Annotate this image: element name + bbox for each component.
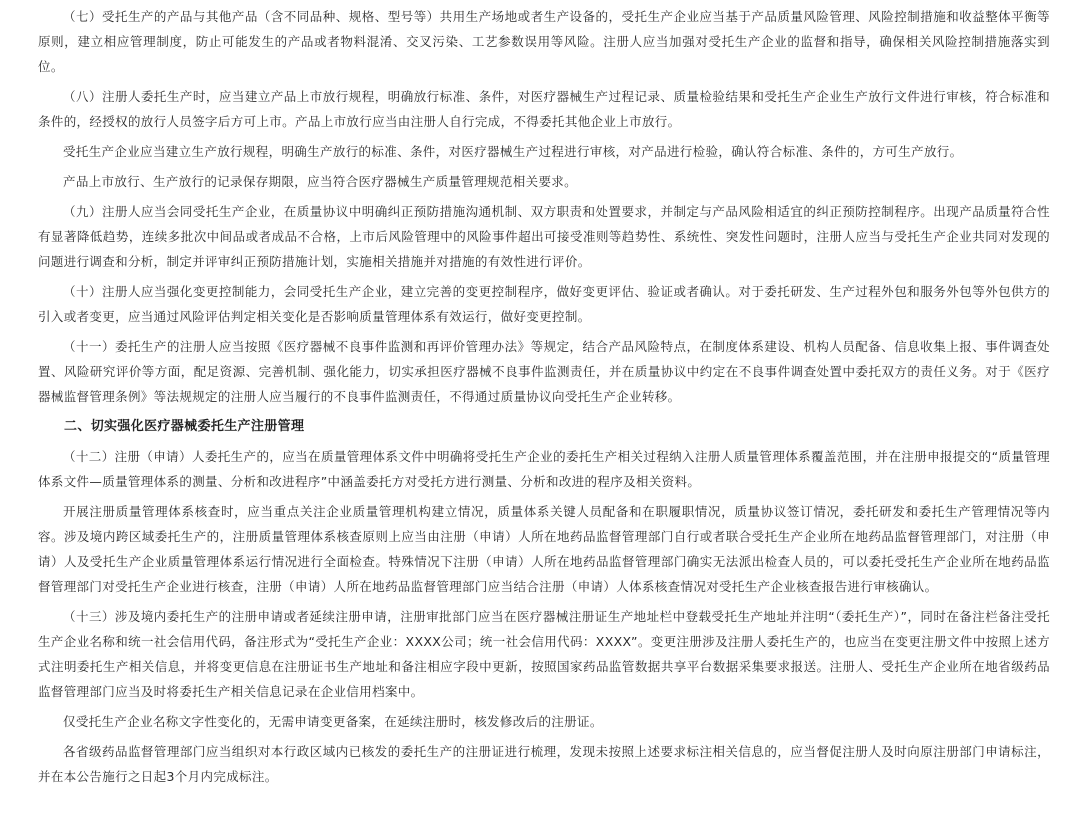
paragraph-12-inspection: 开展注册质量管理体系核查时，应当重点关注企业质量管理机构建立情况，质量体系关键人员配备和在职履职情况，质量协议签订情况，委托研发和委托生产管理情况等内容。涉及境内跨区域委托生产的，注册质量管理体系核查原则上应当由注册（申请）人所在地药品监督管理部门自行或者联合受托生产企业所在地药品监督管理部门，对注册（申请）人及受托生产企业质量管理体系运行情况进行全面检查。特殊情况下注册（申请）人所在地药品监督管理部门确实无法派出检查人员的，可以委托受托生产企业所在地药品监督管理部门对受托生产企业进行核查，注册（申请）人所在地药品监督管理部门应当结合注册（申请）人体系核查情况对受托生产企业核查报告进行审核确认。 bbox=[38, 504, 1050, 594]
paragraph-8-record-retention: 产品上市放行、生产放行的记录保存期限，应当符合医疗器械生产质量管理规范相关要求。 bbox=[63, 174, 578, 189]
paragraph-8: （八）注册人委托生产时，应当建立产品上市放行规程，明确放行标准、条件，对医疗器械生产过程记录、质量检验结果和受托生产企业生产放行文件进行审核，符合标准和条件的，经授权的放行人员签字后方可上市。产品上市放行应当由注册人自行完成，不得委托其他企业上市放行。 bbox=[38, 89, 1050, 129]
paragraph-13: （十三）涉及境内委托生产的注册申请或者延续注册申请，注册审批部门应当在医疗器械注册证生产地址栏中登载受托生产地址并注明“（委托生产）”，同时在备注栏备注受托生产企业名称和统一社会信用代码，备注形式为“受托生产企业：XXXX公司；统一社会信用代码：XXXX”。变更注册涉及注册人委托生产的，也应当在变更注册文件中按照上述方式注明委托生产相关信息，并将变更信息在注册证书生产地址和备注相应字段中更新，按照国家药品监管数据共享平台数据采集要求报送。注册人、受托生产企业所在地省级药品监督管理部门应当及时将委托生产相关信息记录在企业信用档案中。 bbox=[38, 609, 1050, 699]
section-heading: 二、切实强化医疗器械委托生产注册管理 bbox=[64, 419, 305, 434]
paragraph-12: （十二）注册（申请）人委托生产的，应当在质量管理体系文件中明确将受托生产企业的委托生产相关过程纳入注册人质量管理体系覆盖范围，并在注册申报提交的“质量管理体系文件—质量管理体系的测量、分析和改进程序”中涵盖委托方对受托方进行测量、分析和改进的程序及相关资料。 bbox=[38, 449, 1050, 489]
paragraph-7: （七）受托生产的产品与其他产品（含不同品种、规格、型号等）共用生产场地或者生产设备的，受托生产企业应当基于产品质量风险管理、风险控制措施和收益整体平衡等原则，建立相应管理制度，防止可能发生的产品或者物料混淆、交叉污染、工艺参数误用等风险。注册人应当加强对受托生产企业的监督和指导，确保相关风险控制措施落实到位。 bbox=[38, 9, 1050, 74]
paragraph-9: （九）注册人应当会同受托生产企业，在质量协议中明确纠正预防措施沟通机制、双方职责和处置要求，并制定与产品风险相适宜的纠正预防控制程序。出现产品质量符合性有显著降低趋势，连续多批次中间品或者成品不合格，上市后风险管理中的风险事件超出可接受准则等趋势性、系统性、突发性问题时，注册人应当与受托生产企业共同对发现的问题进行调查和分析，制定并评审纠正预防措施计划，实施相关措施并对措施的有效性进行评价。 bbox=[38, 204, 1050, 269]
paragraph-10: （十）注册人应当强化变更控制能力，会同受托生产企业，建立完善的变更控制程序，做好变更评估、验证或者确认。对于委托研发、生产过程外包和服务外包等外包供方的引入或者变更，应当通过风险评估判定相关变化是否影响质量管理体系有效运行，做好变更控制。 bbox=[38, 284, 1050, 324]
paragraph-11: （十一）委托生产的注册人应当按照《医疗器械不良事件监测和再评价管理办法》等规定，结合产品风险特点，在制度体系建设、机构人员配备、信息收集上报、事件调查处置、风险研究评价等方面，配足资源、完善机制、强化能力，切实承担医疗器械不良事件监测责任，并在质量协议中约定在不良事件调查处置中委托双方的责任义务。对于《医疗器械监督管理条例》等法规规定的注册人应当履行的不良事件监测责任，不得通过质量协议向受托生产企业转移。 bbox=[38, 339, 1050, 404]
paragraph-13-provincial-review: 各省级药品监督管理部门应当组织对本行政区域内已核发的委托生产的注册证进行梳理，发现未按照上述要求标注相关信息的，应当督促注册人及时向原注册部门申请标注，并在本公告施行之日起3个月内完成标注。 bbox=[38, 744, 1050, 784]
paragraph-8-production-release: 受托生产企业应当建立生产放行规程，明确生产放行的标准、条件，对医疗器械生产过程进行审核，对产品进行检验，确认符合标准、条件的，方可生产放行。 bbox=[63, 144, 963, 159]
paragraph-13-name-change: 仅受托生产企业名称文字性变化的，无需申请变更备案，在延续注册时，核发修改后的注册证。 bbox=[63, 714, 603, 729]
